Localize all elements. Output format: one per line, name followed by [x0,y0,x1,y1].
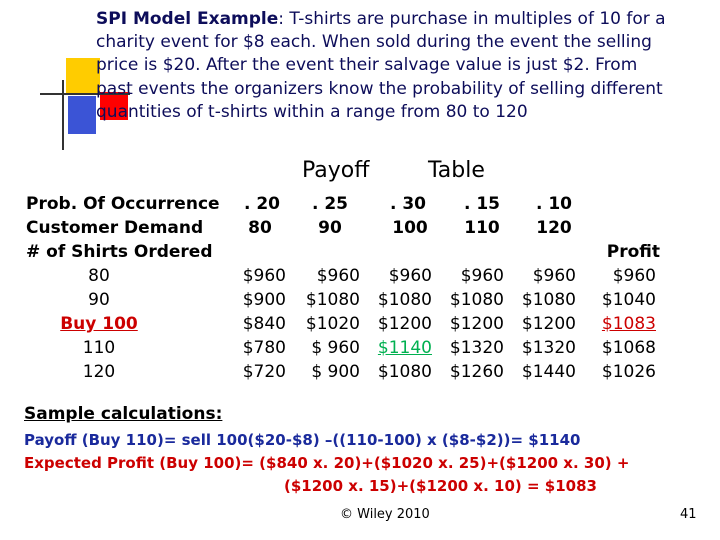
order-quantity: 120 [82,362,116,382]
payoff-cell: $960 [460,266,504,286]
probability-cell: . 15 [463,194,501,214]
calc-line-expected-1: Expected Profit (Buy 100)= ($840 x. 20)+($1020 x. 25)+($1200 x. 30) + [24,454,630,472]
payoff-cell-highlight: $1140 [377,338,432,358]
row-label-ordered: # of Shirts Ordered [26,242,213,262]
payoff-cell: $1200 [521,314,576,334]
payoff-cell: $1080 [449,290,504,310]
payoff-cell: $1080 [377,290,432,310]
demand-cell: 100 [392,218,428,238]
page-number: 41 [680,507,697,522]
calc-line-payoff: Payoff (Buy 110)= sell 100($20-$8) –((110-100) x ($8-$2))= $1140 [24,431,581,449]
payoff-cell: $1080 [305,290,360,310]
payoff-cell: $1440 [521,362,576,382]
calc-line-expected-2: ($1200 x. 15)+($1200 x. 10) = $1083 [284,477,597,495]
profit-cell: $960 [612,266,656,286]
payoff-cell: $1200 [377,314,432,334]
payoff-cell: $1260 [449,362,504,382]
intro-paragraph [96,8,696,124]
payoff-cell: $1320 [449,338,504,358]
probability-cell: . 20 [243,194,281,214]
order-quantity: 90 [88,290,110,310]
probability-cell: . 30 [389,194,427,214]
demand-cell: 90 [318,218,342,238]
order-quantity-buy-100: Buy 100 [60,314,138,334]
profit-cell: $1026 [601,362,656,382]
payoff-cell: $ 900 [311,362,360,382]
row-label-probability: Prob. Of Occurrence [26,194,220,214]
table-title-payoff: Payoff [302,158,370,183]
logo-yellow-square [66,58,100,94]
payoff-cell: $900 [242,290,286,310]
demand-cell: 120 [536,218,572,238]
payoff-cell: $1080 [521,290,576,310]
intro-line-2: charity event for $8 each. When sold during the event the selling [96,32,652,53]
table-title-table: Table [428,158,485,183]
profit-header: Profit [606,242,660,262]
intro-line-1: : T-shirts are purchase in multiples of 10 for a [278,9,666,29]
intro-line-3: price is $20. After the event their salvage value is just $2. From [96,55,638,76]
logo-vertical-line [62,80,64,150]
probability-cell: . 25 [311,194,349,214]
order-quantity: 80 [88,266,110,286]
payoff-cell: $780 [242,338,286,358]
payoff-cell: $960 [388,266,432,286]
intro-bold-lead: SPI Model Example [96,9,279,29]
intro-line-4: past events the organizers know the probability of selling different [96,78,663,99]
demand-cell: 80 [248,218,272,238]
payoff-cell: $1320 [521,338,576,358]
profit-cell: $1040 [601,290,656,310]
payoff-cell: $720 [242,362,286,382]
payoff-cell: $1020 [305,314,360,334]
payoff-cell: $ 960 [311,338,360,358]
payoff-cell: $960 [532,266,576,286]
payoff-cell: $1200 [449,314,504,334]
intro-line-5: quantities of t-shirts within a range from 80 to 120 [96,101,528,122]
footer-copyright: © Wiley 2010 [340,507,430,522]
profit-cell-max: $1083 [601,314,656,334]
demand-cell: 110 [464,218,500,238]
payoff-cell: $840 [242,314,286,334]
logo-blue-square [68,96,96,134]
payoff-cell: $1080 [377,362,432,382]
payoff-cell: $960 [316,266,360,286]
profit-cell: $1068 [601,338,656,358]
probability-cell: . 10 [535,194,573,214]
order-quantity: 110 [82,338,116,358]
payoff-cell: $960 [242,266,286,286]
row-label-demand: Customer Demand [26,218,204,238]
sample-calculations-heading: Sample calculations: [24,404,223,424]
